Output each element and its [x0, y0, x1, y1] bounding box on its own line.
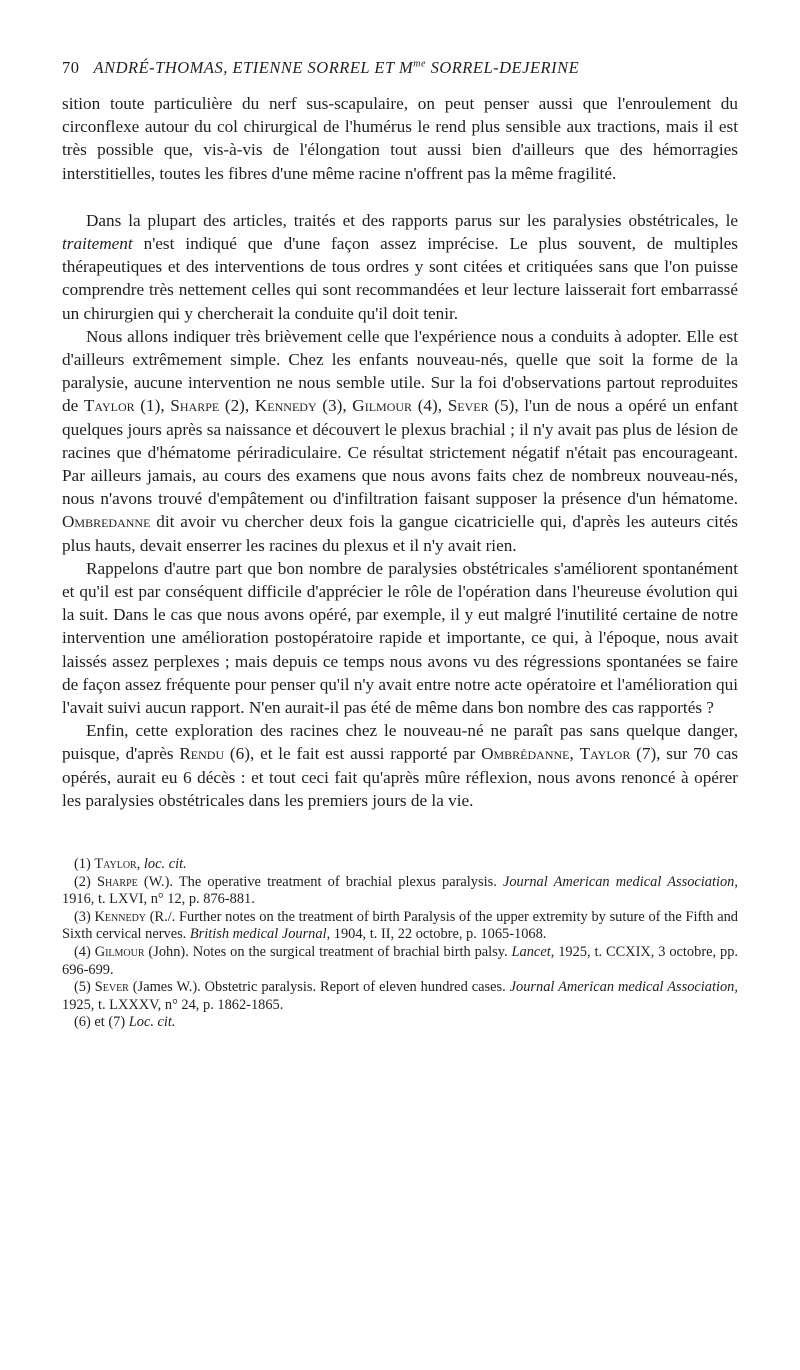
footnote-4-text-b: , 1925, t. CCXIX, 3 octobre, pp. 696-699.	[62, 944, 738, 978]
footnote-5-text-a: (James W.). Obstetric paralysis. Report of eleven hundred cases.	[128, 979, 510, 996]
paragraph-4	[62, 557, 738, 719]
footnote-3	[62, 909, 738, 944]
author-taylor: Taylor	[83, 396, 135, 416]
footnote-2	[62, 874, 738, 909]
paragraph-3	[62, 325, 738, 557]
p2-text-a: Dans la plupart des articles, traités et des rapports parus sur les paralysies obstétricales, le	[86, 210, 738, 230]
running-head-authors-tail: SORREL-DEJERINE	[425, 58, 580, 77]
p3-text-d: (3),	[316, 396, 353, 416]
p3-text-a: Nous allons indiquer très brièvement celle que l'expérience nous a conduits à adopter. Elle est d'ailleurs extrêmement simple. Chez les enfants nouveau-nés, quelle que soit la forme de la paralysie, aucune intervention ne nous semble utile. Sur la foi d'observations partout reproduites de	[62, 326, 738, 416]
running-head	[62, 58, 738, 78]
footnote-5	[62, 979, 738, 1014]
footnote-3-author: Kennedy	[94, 908, 147, 925]
p2-emphasis: traitement	[62, 234, 133, 254]
running-head-sup: me	[413, 58, 426, 70]
footnote-5-number: (5)	[74, 979, 95, 996]
footnote-3-text-a: (R./. Further notes on the treatment of birth Paralysis of the upper extremity by suture of the Fifth and Sixth cervical nerves.	[62, 908, 738, 943]
footnotes	[62, 856, 738, 1032]
p5-text-d: (7), sur 70 cas opérés, aurait eu 6 décès : et tout ceci fait qu'après mûre réflexion, nous avons renoncé à opérer les paralysies obstétricales dans les premiers jours de la vie.	[62, 744, 739, 810]
p3-text-f: (5), l'un de nous a opéré un enfant quelques jours après sa naissance et découvert le plexus brachial ; il n'y avait pas plus de lésion de racines que d'hématome périradiculaire. Ce résultat strictement négatif n'était pas encourageant. Par ailleurs jamais, au cours des examens que nous avons faits chez de nombreux nouveau-nés, nous n'avons trouvé d'empâtement ou d'infiltration faisant supposer la présence d'un hématome.	[62, 396, 738, 509]
footnote-4-number: (4)	[74, 944, 95, 961]
footnote-1-text-a: ,	[136, 856, 144, 873]
author-ombredanne-2: Ombrédanne	[481, 744, 570, 764]
author-kennedy: Kennedy	[254, 396, 317, 416]
p5-text-c: ,	[569, 744, 580, 764]
footnote-1-author: Taylor	[94, 856, 137, 873]
footnote-4-text-a: (John). Notes on the surgical treatment of brachial birth palsy.	[144, 944, 512, 961]
author-taylor-2: Taylor	[579, 744, 631, 764]
page-number: 70	[62, 58, 80, 77]
footnote-1	[62, 856, 738, 874]
footnote-5-author: Sever	[94, 979, 129, 996]
footnote-3-number: (3)	[74, 908, 95, 925]
footnote-4	[62, 944, 738, 979]
author-sever: Sever	[447, 396, 489, 416]
paragraph-2	[62, 209, 738, 325]
footnote-2-author: Sharpe	[96, 873, 138, 890]
author-gilmour: Gilmour	[352, 396, 413, 416]
paragraph-5	[62, 719, 738, 812]
author-ombredanne: Ombredanne	[62, 512, 151, 532]
footnote-4-journal: Lancet	[511, 944, 551, 961]
paragraph-1	[62, 92, 738, 185]
running-head-authors: ANDRÉ-THOMAS, ETIENNE SORREL ET M	[93, 58, 414, 77]
footnote-3-journal: British medical Journal	[189, 926, 327, 943]
p3-text-b: (1),	[134, 396, 171, 416]
footnote-4-author: Gilmour	[94, 944, 145, 961]
footnote-3-text-b: , 1904, t. II, 22 octobre, p. 1065-1068.	[326, 926, 547, 943]
paragraph-4-text: Rappelons d'autre part que bon nombre de paralysies obstétricales s'améliorent spontanément et qu'il est par conséquent difficile d'apprécier le rôle de l'opération dans l'heureuse évolution qui la suit. Dans le cas que nous avons opéré, par exemple, il y eut malgré l'inutilité certaine de notre intervention une amélioration postopératoire rapide et importante, ce qui, à l'époque, nous avait laissés assez perplexes ; mais depuis ce temps nous avons vu des régressions spontanées se faire de façon assez fréquente pour penser qu'il n'y avait entre notre acte opératoire et l'amélioration qui l'avait suivi aucun rapport. N'en aurait-il pas été de même dans bon nombre des cas rapportés ?	[62, 558, 738, 718]
footnote-6	[62, 1014, 738, 1032]
author-sharpe: Sharpe	[170, 396, 220, 416]
footnote-5-journal: Journal American medical Association	[509, 979, 735, 996]
footnote-2-text-b: , 1916, t. LXVI, n° 12, p. 876-881.	[62, 873, 738, 908]
body-text	[62, 92, 738, 812]
footnote-1-emphasis: loc. cit.	[143, 856, 187, 873]
footnote-2-text-a: (W.). The operative treatment of brachial plexus paralysis.	[137, 873, 503, 890]
footnote-6-emphasis: Loc. cit.	[128, 1014, 176, 1031]
p3-text-e: (4),	[412, 396, 448, 416]
p3-text-g: dit avoir vu chercher deux fois la gangue cicatricielle qui, d'après les auteurs cités plus hauts, devait enserrer les racines du plexus et il n'y avait rien.	[62, 512, 738, 555]
footnote-5-text-b: , 1925, t. LXXXV, n° 24, p. 1862-1865.	[62, 979, 738, 1013]
paragraph-1-text: sition toute particulière du nerf sus-scapulaire, on peut penser aussi que l'enroulement du circonflexe autour du col chirurgical de l'humérus le rend plus sensible aux tractions, mais il est très possible que, vis-à-vis de l'élongation tout aussi bien d'ailleurs que des hémorragies interstitielles, toutes les fibres d'une même racine n'offrent pas la même fragilité.	[62, 94, 738, 183]
p5-text-b: (6), et le fait est aussi rapporté par	[224, 744, 482, 764]
p2-text-b: n'est indiqué que d'une façon assez imprécise. Le plus souvent, de multiples thérapeutiques et des interventions de tous ordres y sont citées et critiquées sans que l'on puisse comprendre très nettement celles qui sont recommandées et leur lecture laisserait fort embarrassé un chirurgien qui y chercherait la conduite qu'il doit tenir.	[62, 234, 738, 323]
footnote-1-number: (1)	[74, 856, 95, 873]
p5-text-a: Enfin, cette exploration des racines chez le nouveau-né ne paraît pas sans quelque danger, puisque, d'après	[62, 721, 738, 764]
author-rendu: Rendu	[179, 744, 225, 764]
footnote-6-text: (6) et (7)	[74, 1014, 129, 1031]
p3-text-c: (2),	[219, 396, 255, 416]
page	[62, 58, 738, 1032]
footnote-2-number: (2)	[74, 873, 97, 890]
footnote-2-journal: Journal American medical Association	[502, 873, 735, 890]
